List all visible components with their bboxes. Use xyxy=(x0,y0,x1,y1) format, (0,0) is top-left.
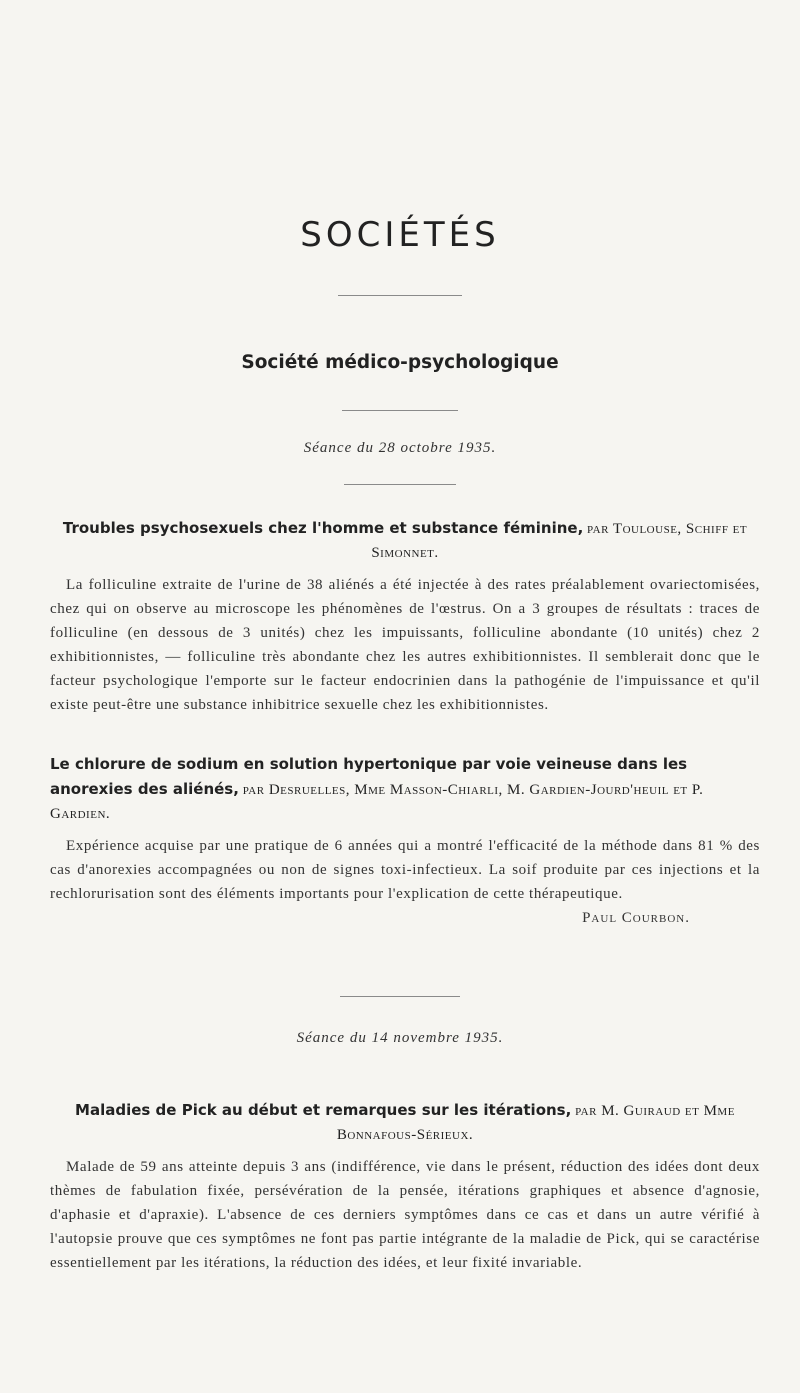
article-text: Expérience acquise par une pratique de 6 années qui a montré l'efficacité de la méthode dans 81 % des cas d'anorexies accompagnées ou non de signes toxi-infectieux. La soif produite par ces injections et la rechlorurisation sont des éléments importants pour l'explication de cette thérapeutique. xyxy=(50,838,760,902)
article-heading xyxy=(50,516,760,565)
society-name: Société médico-psychologique xyxy=(241,352,559,373)
article-authors: par Desruelles, Mme Masson-Chiarli, M. Gardien-Jourd'heuil et P. Gardien. xyxy=(50,782,704,822)
divider xyxy=(344,484,456,485)
article-title: Le chlorure de sodium en solution hypertonique par voie veineuse dans les anorexies des aliénés, xyxy=(50,755,688,798)
session-date: Séance du 14 novembre 1935. xyxy=(296,1030,504,1046)
section-title: SOCIÉTÉS xyxy=(300,215,500,255)
divider xyxy=(342,410,458,411)
article-authors: par Toulouse, Schiff et Simonnet. xyxy=(371,521,748,561)
article-body: Malade de 59 ans atteinte depuis 3 ans (indifférence, vie dans le présent, réduction des idées dont deux thèmes de fabulation fixée, persévération de la pensée, itérations graphiques et absence d'agnosie, d'aphasie et d'apraxie). L'absence de ces derniers symptômes dans ce cas et dans un autre vérifié à l'autopsie prouve que ces symptômes ne font pas partie intégrante de la maladie de Pick, qui se caractérise essentiellement par les itérations, la réduction des idées, et leur fixité invariable. xyxy=(50,1159,760,1271)
divider xyxy=(338,295,462,296)
article-chlorure-de-sodium xyxy=(50,752,760,930)
signature: Paul Courbon. xyxy=(582,910,690,926)
article-heading xyxy=(50,1098,760,1147)
article-maladie-de-pick xyxy=(50,1098,760,1275)
article-troubles-psychosexuels xyxy=(50,516,760,717)
article-title: Maladies de Pick au début et remarques sur les itérations, xyxy=(75,1101,572,1119)
article-body xyxy=(50,834,760,926)
article-body: La folliculine extraite de l'urine de 38 aliénés a été injectée à des rates préalablement ovariectomisées, chez qui on observe au microscope les phénomènes de l'œstrus. On a 3 groupes de résultats : traces de folliculine (en dessous de 3 unités) chez les impuissants, folliculine abondante (10 unités) chez 2 exhibitionnistes, — folliculine très abondante chez les autres exhibitionnistes. Il semblerait donc que le facteur psychologique l'emporte sur le facteur endocrinien dans la pathogénie de l'impuissance et qu'il existe peut-être une substance inhibitrice sexuelle chez les exhibitionnistes. xyxy=(50,577,760,713)
article-title: Troubles psychosexuels chez l'homme et substance féminine, xyxy=(62,519,584,537)
divider xyxy=(340,996,460,997)
article-heading xyxy=(50,752,760,826)
article-authors: par M. Guiraud et Mme Bonnafous-Sérieux. xyxy=(336,1103,735,1143)
session-date: Séance du 28 octobre 1935. xyxy=(303,440,497,456)
